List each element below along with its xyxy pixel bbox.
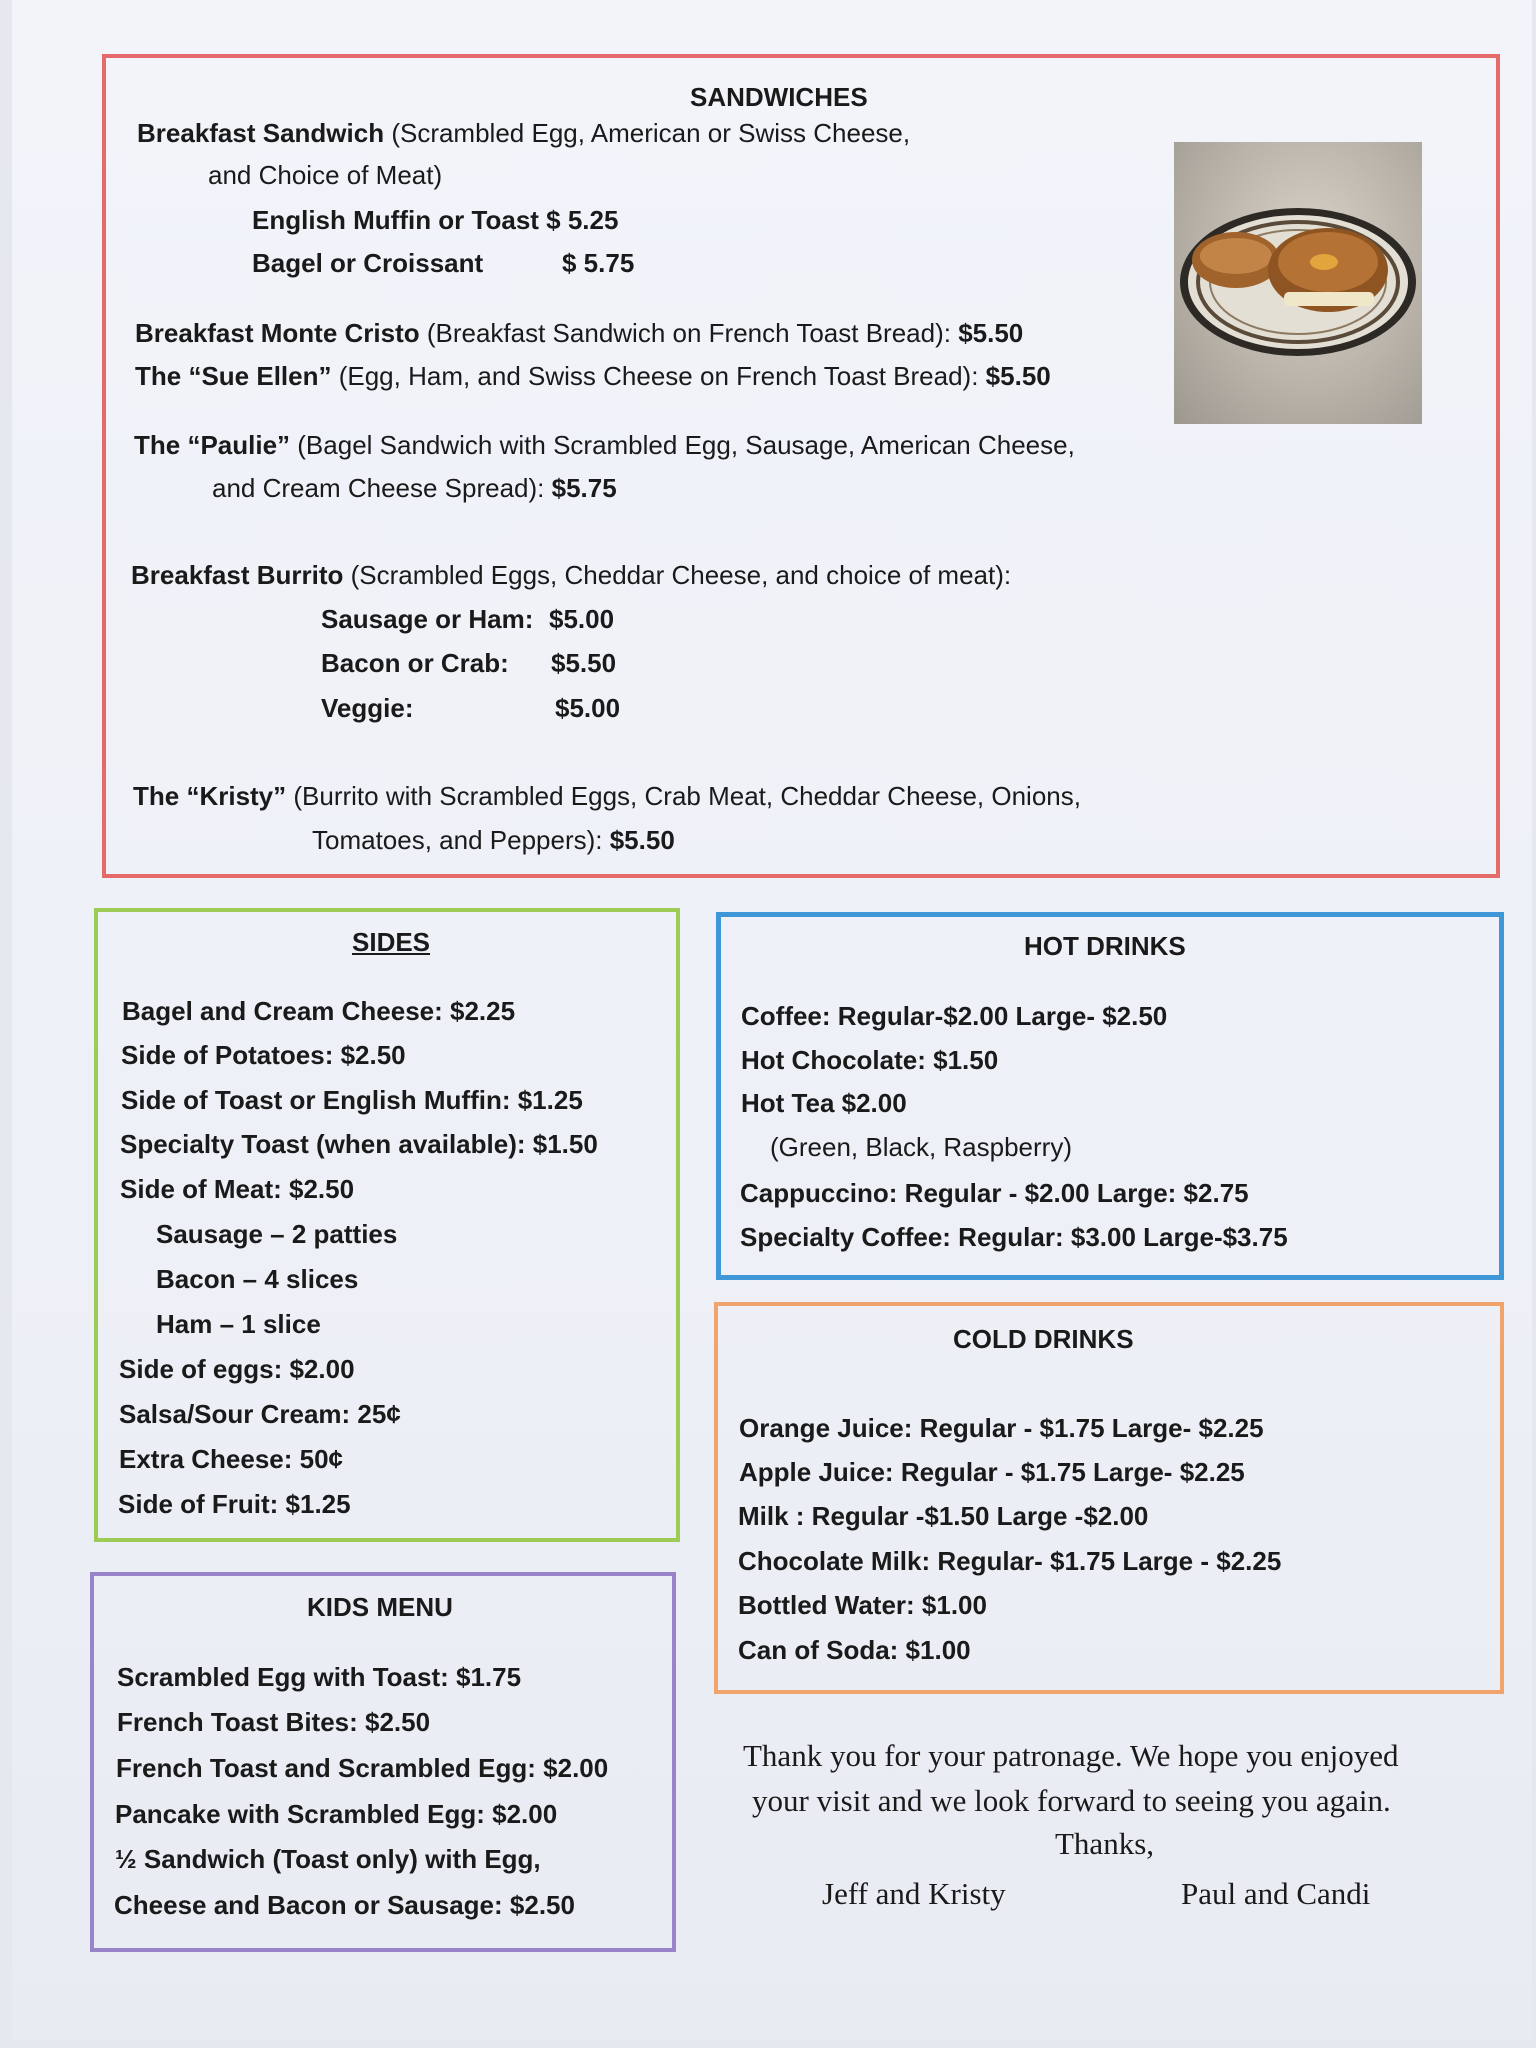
kristy-desc2: Tomatoes, and Peppers): xyxy=(312,825,610,855)
paulie-line xyxy=(134,430,1075,460)
sides-item: Salsa/Sour Cream: 25¢ xyxy=(119,1399,401,1429)
cold-drink-item: Apple Juice: Regular - $1.75 Large- $2.25 xyxy=(739,1457,1245,1487)
sides-item: Side of Toast or English Muffin: $1.25 xyxy=(121,1085,583,1115)
kids-menu-heading: KIDS MENU xyxy=(307,1592,453,1622)
monte-cristo-name: Breakfast Monte Cristo xyxy=(135,318,420,348)
burrito-option-sausage: Sausage or Ham: xyxy=(321,604,534,634)
cold-drink-item: Can of Soda: $1.00 xyxy=(738,1635,971,1665)
burrito-option-bacon: Bacon or Crab: xyxy=(321,648,509,678)
sides-subitem: Sausage – 2 patties xyxy=(156,1219,398,1249)
kristy-desc: (Burrito with Scrambled Eggs, Crab Meat, Cheddar Cheese, Onions, xyxy=(286,781,1081,811)
sue-ellen-desc: (Egg, Ham, and Swiss Cheese on French Toast Bread): xyxy=(331,361,986,391)
kids-item: ½ Sandwich (Toast only) with Egg, xyxy=(115,1844,541,1874)
sue-ellen-line xyxy=(135,361,1051,391)
kristy-name: The “Kristy” xyxy=(133,781,287,811)
kids-item: Cheese and Bacon or Sausage: $2.50 xyxy=(114,1890,575,1920)
sides-subitem: Ham – 1 slice xyxy=(156,1309,321,1339)
paulie-name: The “Paulie” xyxy=(134,430,291,460)
monte-cristo-line xyxy=(135,318,1023,348)
breakfast-sandwich-name: Breakfast Sandwich xyxy=(137,118,385,148)
burrito-option-veggie: Veggie: xyxy=(321,693,414,723)
bagel-plate-image xyxy=(1174,142,1422,424)
kids-item: French Toast and Scrambled Egg: $2.00 xyxy=(116,1753,609,1783)
paulie-price: $5.75 xyxy=(551,473,617,503)
thank-you-line-1: Thank you for your patronage. We hope you enjoyed xyxy=(743,1738,1399,1773)
breakfast-sandwich-line xyxy=(137,118,910,148)
breakfast-sandwich-option-bagel: Bagel or Croissant xyxy=(252,248,484,278)
hot-tea-varieties: (Green, Black, Raspberry) xyxy=(770,1132,1072,1162)
hot-drink-item: Hot Chocolate: $1.50 xyxy=(741,1045,999,1075)
sides-item: Side of eggs: $2.00 xyxy=(119,1354,355,1384)
hot-drinks-heading: HOT DRINKS xyxy=(1024,931,1186,961)
burrito-veggie-price: $5.00 xyxy=(555,693,621,723)
hot-drink-item: Specialty Coffee: Regular: $3.00 Large-$3.75 xyxy=(740,1222,1288,1252)
cold-drinks-heading: COLD DRINKS xyxy=(953,1324,1134,1354)
breakfast-sandwich-option-muffin: English Muffin or Toast $ 5.25 xyxy=(252,205,619,235)
breakfast-sandwich-bagel-price: $ 5.75 xyxy=(562,248,635,278)
hot-drink-item: Coffee: Regular-$2.00 Large- $2.50 xyxy=(741,1001,1168,1031)
cold-drink-item: Milk : Regular -$1.50 Large -$2.00 xyxy=(738,1501,1149,1531)
sides-item: Side of Potatoes: $2.50 xyxy=(121,1040,406,1070)
sides-item: Extra Cheese: 50¢ xyxy=(119,1444,344,1474)
paulie-desc: (Bagel Sandwich with Scrambled Egg, Sausage, American Cheese, xyxy=(290,430,1075,460)
kristy-price: $5.50 xyxy=(609,825,675,855)
kids-item: French Toast Bites: $2.50 xyxy=(117,1707,431,1737)
hot-drink-item: Hot Tea $2.00 xyxy=(741,1088,907,1118)
paulie-line2 xyxy=(212,473,617,503)
sides-item: Side of Meat: $2.50 xyxy=(120,1174,355,1204)
sides-item: Bagel and Cream Cheese: $2.25 xyxy=(122,996,516,1026)
monte-cristo-desc: (Breakfast Sandwich on French Toast Bread): xyxy=(419,318,959,348)
bagel-sandwich-photo xyxy=(1174,142,1422,424)
thank-you-line-2: your visit and we look forward to seeing you again. xyxy=(752,1783,1391,1818)
kids-item: Pancake with Scrambled Egg: $2.00 xyxy=(115,1799,558,1829)
burrito-desc: (Scrambled Eggs, Cheddar Cheese, and choice of meat): xyxy=(343,560,1012,590)
breakfast-sandwich-desc: (Scrambled Egg, American or Swiss Cheese, xyxy=(384,118,911,148)
burrito-sausage-price: $5.00 xyxy=(549,604,615,634)
sandwiches-heading: SANDWICHES xyxy=(690,82,868,112)
cold-drink-item: Chocolate Milk: Regular- $1.75 Large - $2.25 xyxy=(738,1546,1282,1576)
sides-item: Specialty Toast (when available): $1.50 xyxy=(120,1129,598,1159)
sue-ellen-price: $5.50 xyxy=(985,361,1051,391)
kristy-line2 xyxy=(312,825,675,855)
signature-paul-candi: Paul and Candi xyxy=(1181,1876,1371,1911)
breakfast-sandwich-desc2: and Choice of Meat) xyxy=(208,160,443,190)
cold-drink-item: Orange Juice: Regular - $1.75 Large- $2.25 xyxy=(739,1413,1264,1443)
kristy-line xyxy=(133,781,1081,811)
kids-item: Scrambled Egg with Toast: $1.75 xyxy=(117,1662,522,1692)
burrito-bacon-price: $5.50 xyxy=(551,648,617,678)
sides-subitem: Bacon – 4 slices xyxy=(156,1264,359,1294)
burrito-name: Breakfast Burrito xyxy=(131,560,344,590)
thank-you-line-3: Thanks, xyxy=(1055,1826,1155,1861)
paulie-desc2: and Cream Cheese Spread): xyxy=(212,473,552,503)
sides-heading: SIDES xyxy=(352,927,431,957)
hot-drink-item: Cappuccino: Regular - $2.00 Large: $2.75 xyxy=(740,1178,1249,1208)
sides-item: Side of Fruit: $1.25 xyxy=(118,1489,351,1519)
cold-drink-item: Bottled Water: $1.00 xyxy=(738,1590,987,1620)
burrito-line xyxy=(131,560,1011,590)
sue-ellen-name: The “Sue Ellen” xyxy=(135,361,332,391)
monte-cristo-price: $5.50 xyxy=(958,318,1024,348)
signature-jeff-kristy: Jeff and Kristy xyxy=(822,1876,1006,1911)
